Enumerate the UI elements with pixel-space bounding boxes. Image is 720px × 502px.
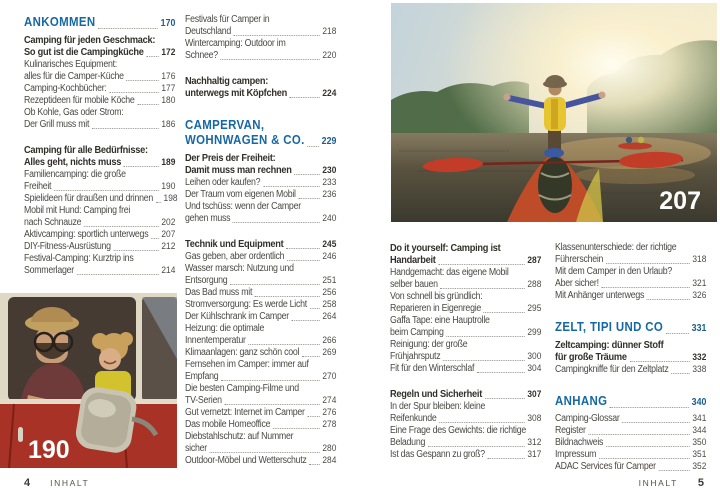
- toc-page-number: 218: [322, 26, 337, 37]
- toc-entry-text: Der Preis der Freiheit:: [185, 152, 276, 164]
- toc-page-number: 207: [161, 229, 176, 240]
- toc-entry[interactable]: [185, 359, 336, 383]
- toc-entry-text: Ist das Gespann zu groß?: [390, 449, 485, 460]
- toc-page-number: 186: [161, 119, 176, 130]
- dot-leader: [92, 128, 159, 129]
- toc-entry-text: TV-Serien: [185, 395, 222, 406]
- toc-page-number: 288: [527, 279, 542, 290]
- toc-entry[interactable]: [24, 95, 175, 107]
- toc-entry-text: beim Camping: [390, 327, 444, 338]
- toc-page-number: 180: [161, 95, 176, 106]
- toc-entry[interactable]: [555, 449, 706, 461]
- toc-entry-text: WOHNWAGEN & CO.: [185, 132, 305, 147]
- toc-entry[interactable]: [24, 144, 175, 169]
- toc-entry[interactable]: [24, 59, 175, 83]
- dot-leader: [263, 186, 320, 187]
- toc-page-number: 172: [161, 47, 176, 58]
- toc-entry[interactable]: [185, 299, 336, 311]
- toc-entry[interactable]: [390, 242, 541, 267]
- toc-entry[interactable]: [390, 425, 541, 449]
- toc-entry-text: ANHANG: [555, 393, 608, 408]
- dot-leader: [146, 56, 158, 57]
- toc-entry-text: Wasser marsch: Nutzung und: [185, 263, 294, 274]
- toc-entry-text: ZELT, TIPI UND CO: [555, 319, 664, 334]
- dot-leader: [658, 470, 689, 471]
- dot-leader: [248, 344, 319, 345]
- camper-family-photo: [0, 293, 177, 468]
- toc-entry[interactable]: [185, 347, 336, 359]
- toc-entry-text: Aktivcamping: sportlich unterwegs: [24, 229, 149, 240]
- toc-entry-text: Und tschüss: wenn der Camper: [185, 201, 301, 212]
- dot-leader: [294, 174, 319, 175]
- toc-entry[interactable]: [390, 267, 541, 291]
- toc-entry-text: Damit muss man rechnen: [185, 164, 292, 176]
- dot-leader: [124, 166, 159, 167]
- toc-entry-text: CAMPERVAN,: [185, 117, 265, 132]
- toc-entry[interactable]: [24, 107, 175, 131]
- dot-leader: [622, 422, 690, 423]
- toc-entry-text: Camping-Kochbücher:: [24, 83, 107, 94]
- toc-entry[interactable]: [555, 461, 706, 473]
- dot-leader: [302, 356, 320, 357]
- toc-page-number: 214: [161, 265, 176, 276]
- toc-entry[interactable]: [185, 238, 336, 251]
- toc-page-number: 350: [692, 437, 707, 448]
- toc-entry-text: Handgemacht: das eigene Mobil: [390, 267, 509, 278]
- dot-leader: [307, 146, 319, 147]
- toc-entry[interactable]: [555, 425, 706, 437]
- toc-entry[interactable]: [24, 83, 175, 95]
- page-number-left: 4: [24, 477, 31, 489]
- dot-leader: [477, 372, 525, 373]
- toc-entry-text: Der Kühlschrank im Camper: [185, 311, 289, 322]
- dot-leader: [273, 428, 320, 429]
- toc-page-number: 341: [692, 413, 707, 424]
- camper-photo-illustration: [0, 293, 177, 468]
- toc-page-number: 331: [691, 323, 707, 334]
- toc-entry-text: Frühjahrsputz: [390, 351, 441, 362]
- toc-page-number: 351: [692, 449, 707, 460]
- toc-entry-text: Familiencamping: die große: [24, 169, 126, 180]
- dot-leader: [488, 458, 525, 459]
- toc-entry[interactable]: [555, 437, 706, 449]
- toc-page-number: 352: [692, 461, 707, 472]
- toc-page-number: 300: [527, 351, 542, 362]
- toc-entry[interactable]: [185, 251, 336, 263]
- dot-leader: [98, 28, 158, 29]
- toc-page-number: 264: [322, 311, 337, 322]
- toc-entry-text: Fit für den Winterschlaf: [390, 363, 475, 374]
- dot-leader: [439, 422, 525, 423]
- toc-page-number: 236: [322, 189, 337, 200]
- toc-page-number: 240: [322, 213, 337, 224]
- dot-leader: [286, 248, 320, 249]
- toc-entry[interactable]: [185, 383, 336, 407]
- toc-page-number: 176: [161, 71, 176, 82]
- dot-leader: [287, 260, 320, 261]
- toc-entry-text: Der Traum vom eigenen Mobil: [185, 189, 296, 200]
- dot-leader: [126, 80, 158, 81]
- toc-column-left-1: [24, 14, 178, 277]
- photo-page-ref-190: 190: [28, 436, 70, 464]
- toc-entry-text: DIY-Fitness-Ausrüstung: [24, 241, 111, 252]
- toc-entry-text: Festival-Camping: Kurztrip ins: [24, 253, 134, 264]
- toc-entry[interactable]: [24, 229, 175, 241]
- toc-page-number: 317: [527, 449, 542, 460]
- page-number-right: 5: [697, 477, 704, 489]
- dot-leader: [606, 263, 690, 264]
- toc-entry-text: Der Grill muss mit: [24, 119, 90, 130]
- toc-page-number: 229: [321, 136, 337, 147]
- dot-leader: [484, 312, 525, 313]
- toc-entry-text: Spielideen für draußen und drinnen: [24, 193, 153, 204]
- toc-page-number: 212: [161, 241, 176, 252]
- toc-page-number: 338: [692, 364, 707, 375]
- toc-entry-text: Camping für jeden Geschmack:: [24, 34, 156, 46]
- dot-leader: [666, 333, 689, 334]
- dot-leader: [156, 202, 161, 203]
- toc-page-number: 304: [527, 363, 542, 374]
- toc-entry-text: Das Bad muss mit: [185, 287, 253, 298]
- toc-entry-text: Klassenunterschiede: der richtige: [555, 242, 677, 253]
- toc-entry-text: Impressum: [555, 449, 597, 460]
- toc-entry-text: Nachhaltig campen:: [185, 75, 269, 87]
- toc-entry-text: Schnee?: [185, 50, 218, 61]
- toc-entry[interactable]: [185, 407, 336, 419]
- dot-leader: [137, 104, 159, 105]
- toc-entry[interactable]: [390, 388, 541, 401]
- dot-leader: [440, 288, 524, 289]
- dot-leader: [310, 308, 320, 309]
- toc-page-number: 326: [692, 290, 707, 301]
- toc-page-number: 245: [322, 239, 337, 250]
- toc-entry[interactable]: [390, 291, 541, 315]
- toc-entry-text: Gut vernetzt: Internet im Camper: [185, 407, 305, 418]
- toc-entry-text: Reifenkunde: [390, 413, 437, 424]
- toc-entry-text: ADAC Services für Camper: [555, 461, 656, 472]
- dot-leader: [221, 380, 320, 381]
- dot-leader: [109, 92, 159, 93]
- toc-page-number: 256: [322, 287, 337, 298]
- toc-entry-text: In der Spur bleiben: kleine: [390, 401, 486, 412]
- toc-entry[interactable]: [185, 431, 336, 455]
- toc-page-number: 344: [692, 425, 707, 436]
- toc-entry-text: Diebstahlschutz: auf Nummer: [185, 431, 294, 442]
- toc-entry-text: Stromversorgung: Es werde Licht: [185, 299, 307, 310]
- toc-page-number: 220: [322, 50, 337, 61]
- dot-leader: [221, 59, 320, 60]
- dot-leader: [77, 274, 159, 275]
- toc-entry[interactable]: [185, 323, 336, 347]
- dot-leader: [647, 299, 690, 300]
- toc-page-number: 189: [161, 157, 176, 168]
- toc-entry-text: gehen muss: [185, 213, 231, 224]
- toc-entry[interactable]: [390, 315, 541, 339]
- toc-entry[interactable]: [555, 339, 706, 364]
- toc-entry-text: ANKOMMEN: [24, 14, 96, 29]
- toc-page-number: 287: [527, 255, 542, 266]
- toc-entry[interactable]: [185, 75, 336, 100]
- toc-entry-text: sicher: [185, 443, 207, 454]
- dot-leader: [671, 373, 690, 374]
- toc-entry-text: Gaffa Tape: eine Hauptrolle: [390, 315, 490, 326]
- toc-page-number: 299: [527, 327, 542, 338]
- dot-leader: [230, 284, 320, 285]
- toc-entry-text: Regeln und Sicherheit: [390, 388, 483, 400]
- toc-page-number: 246: [322, 251, 337, 262]
- toc-entry[interactable]: [185, 263, 336, 287]
- toc-entry[interactable]: [555, 242, 706, 266]
- toc-page-number: 321: [692, 278, 707, 289]
- toc-entry[interactable]: [185, 455, 336, 467]
- toc-entry-text: Sommerlager: [24, 265, 74, 276]
- toc-page-number: 198: [163, 193, 178, 204]
- toc-entry-text: Empfang: [185, 371, 219, 382]
- toc-entry-text: Campingkniffe für den Zeltplatz: [555, 364, 669, 375]
- toc-page-number: 280: [322, 443, 337, 454]
- dot-leader: [606, 446, 690, 447]
- toc-entry-text: Die besten Camping-Filme und: [185, 383, 299, 394]
- running-head-left: INHALT: [50, 478, 90, 488]
- footer-right: [639, 477, 704, 489]
- toc-entry-text: Mit dem Camper in den Urlaub?: [555, 266, 673, 277]
- toc-page-number: 177: [161, 83, 176, 94]
- dot-leader: [307, 416, 319, 417]
- toc-entry-text: Das mobile Homeoffice: [185, 419, 271, 430]
- toc-section-heading[interactable]: [555, 393, 706, 410]
- dot-leader: [113, 250, 158, 251]
- dot-leader: [151, 238, 159, 239]
- footer-left: [24, 477, 89, 489]
- dot-leader: [210, 452, 320, 453]
- toc-entry[interactable]: [24, 193, 178, 205]
- dot-leader: [588, 434, 689, 435]
- toc-entry-text: Freiheit: [24, 181, 52, 192]
- toc-entry[interactable]: [390, 363, 541, 375]
- toc-entry[interactable]: [555, 266, 706, 290]
- toc-entry-text: Festivals für Camper in: [185, 14, 270, 25]
- dot-leader: [438, 264, 525, 265]
- dot-leader: [601, 287, 689, 288]
- toc-page-number: 308: [527, 413, 542, 424]
- dot-leader: [443, 360, 525, 361]
- toc-entry-text: Outdoor-Möbel und Wetterschutz: [185, 455, 307, 466]
- toc-entry[interactable]: [185, 201, 336, 225]
- photo-page-ref-207: 207: [659, 187, 701, 215]
- toc-entry-text: Eine Frage des Gewichts: die richtige: [390, 425, 527, 436]
- dot-leader: [224, 404, 319, 405]
- toc-entry-text: selber bauen: [390, 279, 438, 290]
- toc-entry-text: Entsorgung: [185, 275, 228, 286]
- toc-entry[interactable]: [185, 419, 336, 431]
- toc-entry-text: Camping für alle Bedürfnisse:: [24, 144, 148, 156]
- toc-page-number: 278: [322, 419, 337, 430]
- toc-entry-text: Handarbeit: [390, 254, 436, 266]
- toc-entry[interactable]: [555, 364, 706, 376]
- toc-section-heading[interactable]: [555, 319, 706, 336]
- toc-column-right-1: [390, 242, 541, 461]
- toc-entry[interactable]: [555, 413, 706, 425]
- dot-leader: [290, 97, 320, 98]
- toc-page-number: 233: [322, 177, 337, 188]
- toc-entry[interactable]: [185, 311, 336, 323]
- toc-entry-text: Führerschein: [555, 254, 604, 265]
- toc-column-right-2: [555, 242, 706, 473]
- dot-leader: [292, 320, 320, 321]
- toc-entry-text: Leihen oder kaufen?: [185, 177, 261, 188]
- toc-entry-text: Technik und Equipment: [185, 238, 284, 250]
- toc-entry-text: alles für die Camper-Küche: [24, 71, 124, 82]
- dot-leader: [298, 198, 319, 199]
- toc-entry[interactable]: [24, 253, 175, 277]
- dot-leader: [599, 458, 690, 459]
- toc-page-number: 312: [527, 437, 542, 448]
- toc-section-heading[interactable]: [24, 14, 175, 31]
- toc-entry-text: Fernsehen im Camper: immer auf: [185, 359, 309, 370]
- toc-entry-text: Camping-Glossar: [555, 413, 620, 424]
- dot-leader: [446, 336, 525, 337]
- toc-page-number: 307: [527, 389, 542, 400]
- toc-page-number: 295: [527, 303, 542, 314]
- toc-entry-text: Von schnell bis gründlich:: [390, 291, 483, 302]
- toc-page-number: 251: [322, 275, 337, 286]
- toc-page-number: 170: [160, 18, 176, 29]
- toc-entry-text: Kulinarisches Equipment:: [24, 59, 117, 70]
- toc-entry-text: Klimaanlagen: ganz schön cool: [185, 347, 300, 358]
- dot-leader: [485, 398, 525, 399]
- dot-leader: [629, 361, 689, 362]
- dot-leader: [233, 222, 320, 223]
- toc-entry[interactable]: [24, 169, 175, 193]
- toc-page-number: 284: [322, 455, 337, 466]
- toc-page-number: 318: [692, 254, 707, 265]
- toc-entry[interactable]: [24, 241, 175, 253]
- toc-page-number: 266: [322, 335, 337, 346]
- toc-entry-text: Bildnachweis: [555, 437, 604, 448]
- toc-entry[interactable]: [185, 177, 336, 189]
- dot-leader: [84, 226, 159, 227]
- toc-entry-text: Deutschland: [185, 26, 232, 37]
- toc-page-number: 190: [161, 181, 176, 192]
- toc-page-number: 332: [692, 352, 707, 363]
- toc-column-left-2: [185, 14, 336, 467]
- toc-page-number: 269: [322, 347, 337, 358]
- toc-entry[interactable]: [390, 449, 541, 461]
- toc-entry[interactable]: [185, 287, 336, 299]
- toc-section-heading[interactable]: [185, 117, 336, 149]
- toc-entry-text: Heizung: die optimale: [185, 323, 265, 334]
- kayak-river-photo: [391, 3, 717, 222]
- toc-entry-text: Alles geht, nichts muss: [24, 156, 122, 168]
- toc-entry[interactable]: [24, 34, 175, 59]
- toc-entry[interactable]: [24, 205, 175, 229]
- toc-entry-text: Wintercamping: Outdoor im: [185, 38, 286, 49]
- toc-entry-text: Beladung: [390, 437, 426, 448]
- dot-leader: [234, 35, 320, 36]
- toc-entry-text: Mit Anhänger unterwegs: [555, 290, 645, 301]
- toc-entry[interactable]: [185, 14, 336, 38]
- toc-entry[interactable]: [185, 38, 336, 62]
- toc-page-number: 258: [322, 299, 337, 310]
- dot-leader: [309, 464, 320, 465]
- toc-entry-text: Rezeptideen für mobile Köche: [24, 95, 135, 106]
- toc-entry-text: Reinigung: der große: [390, 339, 468, 350]
- toc-entry-text: Gas geben, aber ordentlich: [185, 251, 285, 262]
- toc-page-number: 274: [322, 395, 337, 406]
- dot-leader: [255, 296, 320, 297]
- toc-entry-text: Do it yourself: Camping ist: [390, 242, 501, 254]
- toc-page-number: 270: [322, 371, 337, 382]
- toc-entry-text: Register: [555, 425, 586, 436]
- toc-page-number: 230: [322, 165, 337, 176]
- toc-entry-text: unterwegs mit Köpfchen: [185, 87, 288, 99]
- dot-leader: [428, 446, 525, 447]
- toc-entry[interactable]: [390, 339, 541, 363]
- toc-page-number: 224: [322, 88, 337, 99]
- toc-entry-text: nach Schnauze: [24, 217, 82, 228]
- toc-entry[interactable]: [390, 401, 541, 425]
- toc-entry-text: So gut ist die Campingküche: [24, 46, 144, 58]
- dot-leader: [610, 407, 689, 408]
- toc-entry-text: für große Träume: [555, 351, 627, 363]
- toc-entry-text: Mobil mit Hund: Camping frei: [24, 205, 131, 216]
- dot-leader: [54, 190, 159, 191]
- toc-entry[interactable]: [555, 290, 706, 302]
- toc-entry-text: Aber sicher!: [555, 278, 599, 289]
- toc-entry-text: Reparieren in Eigenregie: [390, 303, 482, 314]
- toc-entry[interactable]: [185, 189, 336, 201]
- toc-entry-text: Zeltcamping: dünner Stoff: [555, 339, 664, 351]
- running-head-right: INHALT: [638, 478, 678, 488]
- toc-entry-text: Ob Kohle, Gas oder Strom:: [24, 107, 124, 118]
- toc-entry[interactable]: [185, 152, 336, 177]
- toc-page-number: 202: [161, 217, 176, 228]
- toc-entry-text: Innentemperatur: [185, 335, 246, 346]
- toc-page-number: 340: [691, 397, 707, 408]
- toc-page-number: 276: [322, 407, 337, 418]
